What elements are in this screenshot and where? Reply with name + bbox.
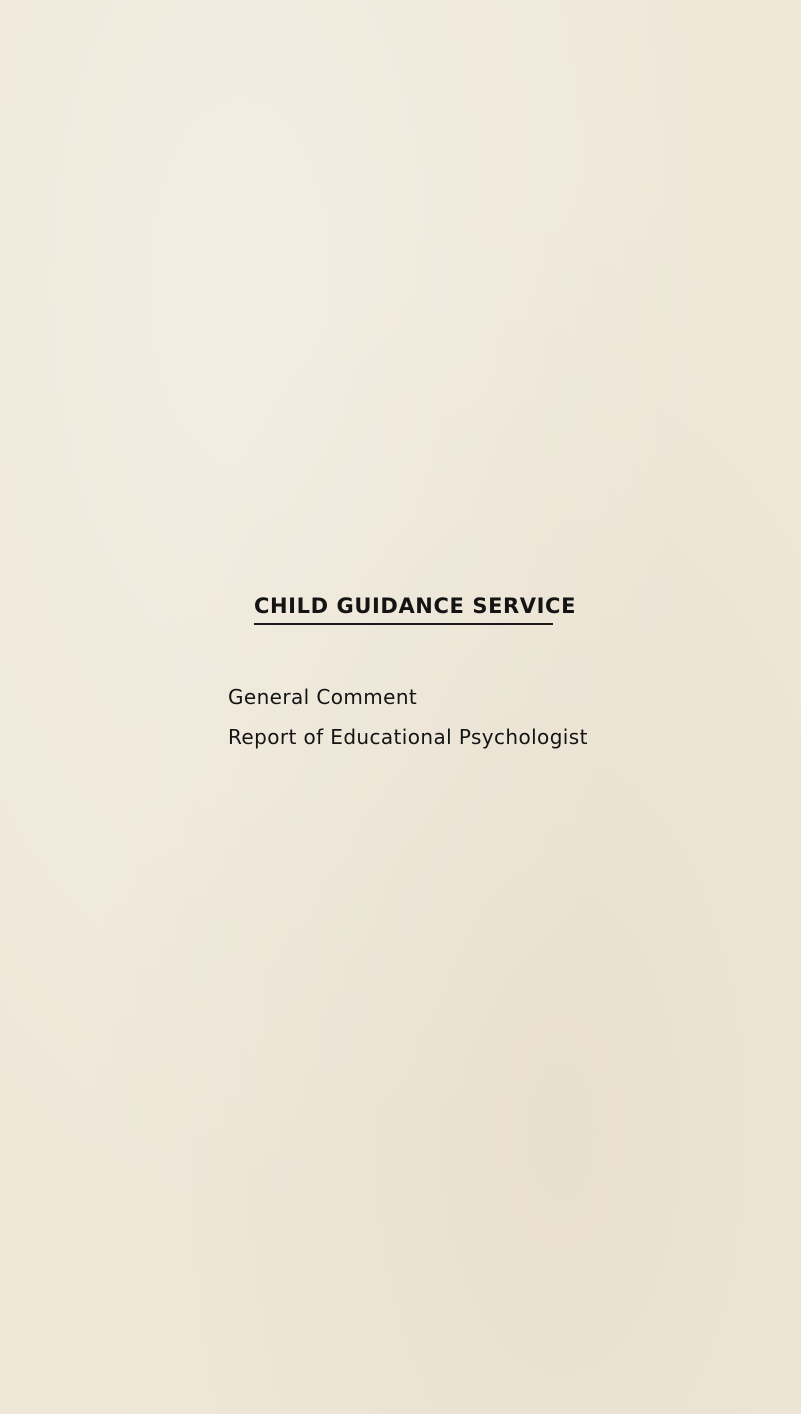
general-comment-line: General Comment xyxy=(228,685,418,709)
page-heading: CHILD GUIDANCE SERVICE xyxy=(254,594,577,618)
report-title-line: Report of Educational Psychologist xyxy=(228,725,588,749)
heading-underline xyxy=(254,623,553,625)
